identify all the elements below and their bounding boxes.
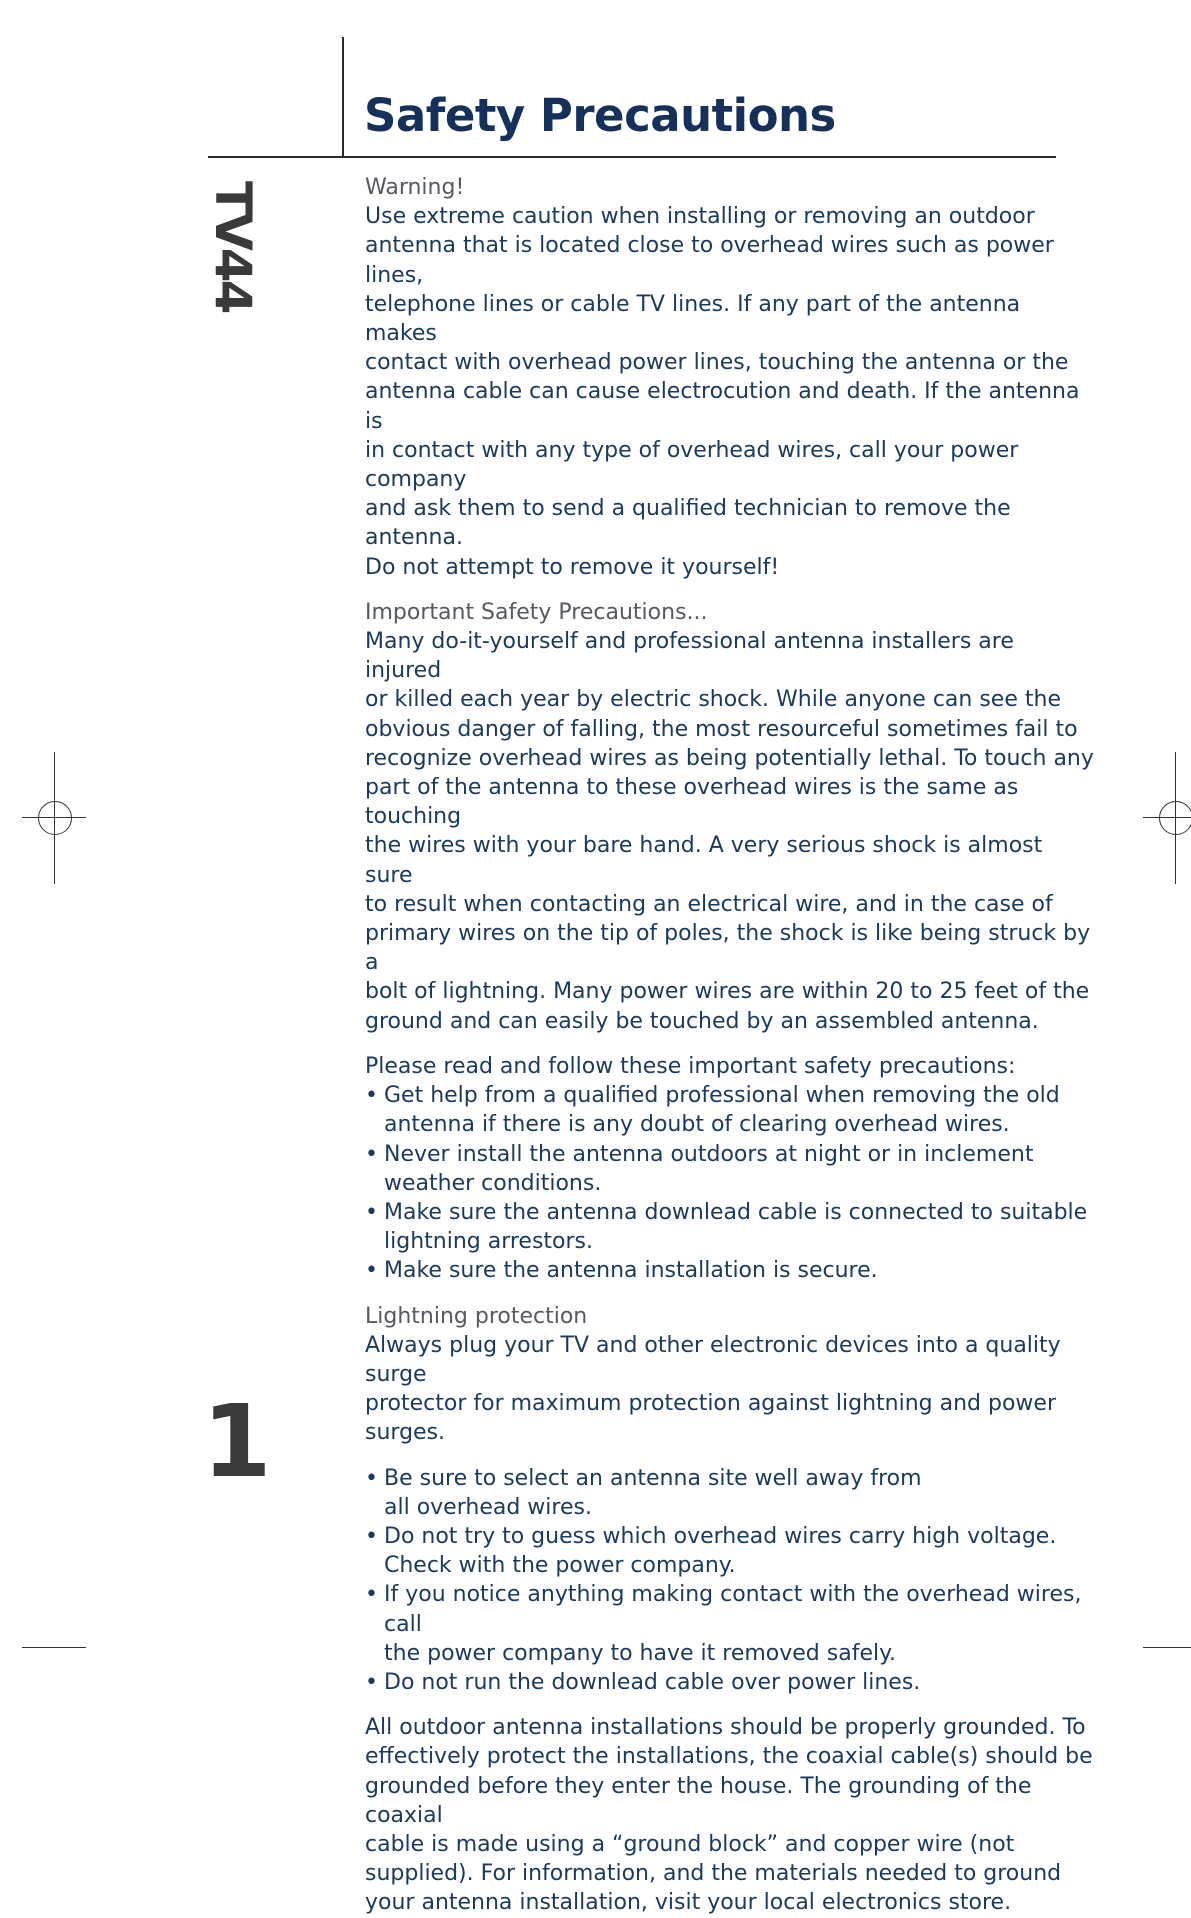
grounding-line: supplied). For information, and the materials needed to ground	[365, 1861, 1062, 1887]
important-line: the wires with your bare hand. A very serious shock is almost sure	[365, 833, 1043, 888]
list-item: • Make sure the antenna installation is secure.	[365, 1256, 1095, 1285]
important-line: bolt of lightning. Many power wires are within 20 to 25 feet of the	[365, 979, 1090, 1005]
important-line: primary wires on the tip of poles, the shock is like being struck by a	[365, 921, 1091, 976]
page-title: Safety Precautions	[364, 89, 836, 142]
page-number: 1	[202, 1383, 272, 1500]
list-item: • If you notice anything making contact with the overhead wires, call the power company to have it removed safely.	[365, 1580, 1095, 1668]
list-item: • Do not run the downlead cable over power lines.	[365, 1668, 1095, 1697]
content-body	[365, 173, 1095, 1918]
important-line: obvious danger of falling, the most resourceful sometimes fail to	[365, 716, 1078, 742]
warning-section	[365, 173, 1095, 582]
precautions-intro: Please read and follow these important safety precautions:	[365, 1053, 1016, 1079]
site-list	[365, 1464, 1095, 1698]
warning-line: Use extreme caution when installing or removing an outdoor	[365, 204, 1035, 230]
list-item: • Do not try to guess which overhead wires carry high voltage. Check with the power company.	[365, 1522, 1095, 1580]
registration-mark-left	[22, 752, 86, 884]
important-line: Many do-it-yourself and professional antenna installers are injured	[365, 629, 1014, 684]
header-horizontal-rule	[208, 156, 1056, 158]
warning-line: and ask them to send a qualified technician to remove the antenna.	[365, 496, 1011, 551]
warning-line: antenna cable can cause electrocution and death. If the antenna is	[365, 379, 1080, 434]
list-item: • Be sure to select an antenna site well away from all overhead wires.	[365, 1464, 1095, 1522]
lightning-line: Always plug your TV and other electronic devices into a quality surge	[365, 1332, 1061, 1387]
warning-line: contact with overhead power lines, touching the antenna or the	[365, 350, 1069, 376]
brand-text: TV44	[204, 181, 262, 312]
trim-mark-right	[1143, 1647, 1191, 1648]
grounding-line: grounded before they enter the house. The grounding of the coaxial	[365, 1773, 1032, 1828]
important-heading: Important Safety Precautions...	[365, 599, 708, 625]
important-line: to result when contacting an electrical wire, and in the case of	[365, 891, 1053, 917]
header-vertical-rule	[342, 37, 344, 157]
warning-heading: Warning!	[365, 175, 465, 200]
important-section	[365, 598, 1095, 1036]
warning-line: telephone lines or cable TV lines. If any part of the antenna makes	[365, 291, 1021, 347]
side-brand-label	[204, 181, 262, 317]
lightning-line: protector for maximum protection against lightning and power surges.	[365, 1391, 1056, 1446]
warning-line: in contact with any type of overhead wires, call your power company	[365, 437, 1019, 493]
lightning-section	[365, 1302, 1095, 1448]
trim-mark-left	[22, 1647, 86, 1648]
list-item: • Make sure the antenna downlead cable is connected to suitable lightning arrestors.	[365, 1198, 1095, 1256]
list-item: • Get help from a qualified professional when removing the old antenna if there is any doubt of clearing overhead wires.	[365, 1081, 1095, 1139]
grounding-line: effectively protect the installations, the coaxial cable(s) should be	[365, 1744, 1093, 1770]
important-line: or killed each year by electric shock. While anyone can see the	[365, 687, 1061, 713]
lightning-heading: Lightning protection	[365, 1303, 588, 1329]
grounding-section	[365, 1713, 1095, 1917]
site-section	[365, 1464, 1095, 1698]
grounding-line: All outdoor antenna installations should be properly grounded. To	[365, 1715, 1086, 1741]
warning-line: antenna that is located close to overhead wires such as power lines,	[365, 233, 1054, 288]
grounding-line: your antenna installation, visit your local electronics store.	[365, 1890, 1012, 1916]
important-line: part of the antenna to these overhead wires is the same as touching	[365, 775, 1019, 830]
list-item: • Never install the antenna outdoors at night or in inclement weather conditions.	[365, 1140, 1095, 1198]
warning-line: Do not attempt to remove it yourself!	[365, 554, 780, 580]
grounding-line: cable is made using a “ground block” and copper wire (not	[365, 1831, 1015, 1857]
precautions-list	[365, 1081, 1095, 1285]
important-line: recognize overhead wires as being potentially lethal. To touch any	[365, 745, 1094, 771]
important-line: ground and can easily be touched by an assembled antenna.	[365, 1008, 1039, 1034]
registration-mark-right	[1143, 752, 1191, 884]
precautions-section	[365, 1052, 1095, 1286]
